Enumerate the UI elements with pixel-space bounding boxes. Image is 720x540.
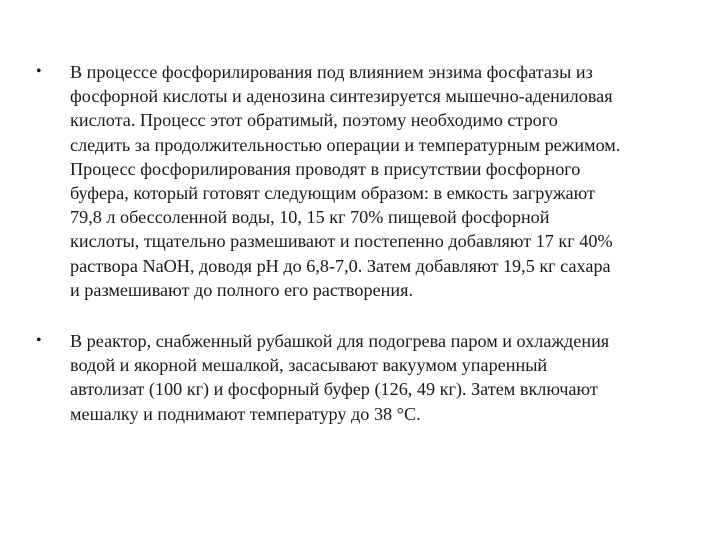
paragraph-phosphorylation	[36, 60, 686, 302]
text-line: следить за продолжительностью операции и температурным режимом.	[70, 134, 621, 155]
text-line: В процессе фосфорилирования под влиянием энзима фосфатазы из	[70, 62, 593, 82]
text-line: буфера, который готовят следующим образом: в емкость загружают	[70, 183, 595, 204]
text-line: кислоты, тщательно размешивают и постепенно добавляют 17 кг 40%	[70, 231, 613, 252]
bullet-marker: •	[36, 63, 42, 80]
text-line: водой и якорной мешалкой, засасывают вакуумом упаренный	[70, 355, 548, 376]
text-line: раствора NaOH, доводя pH до 6,8-7,0. Затем добавляют 19,5 кг сахара	[70, 255, 611, 276]
text-line: фосфорной кислоты и аденозина синтезируется мышечно-адениловая	[70, 86, 613, 107]
text-line: Процесс фосфорилирования проводят в присутствии фосфорного	[70, 158, 581, 179]
bullet-list	[36, 60, 686, 426]
text-line: и размешивают до полного его растворения.	[70, 279, 413, 300]
text-line: 79,8 л обессоленной воды, 10, 15 кг 70% пищевой фосфорной	[70, 207, 550, 228]
text-line: В реактор, снабженный рубашкой для подогрева паром и охлаждения	[70, 331, 610, 352]
paragraph-reactor	[36, 329, 686, 426]
bullet-marker: •	[36, 332, 42, 350]
text-line: автолизат (100 кг) и фосфорный буфер (126, 49 кг). Затем включают	[70, 379, 598, 400]
text-line: кислота. Процесс этот обратимый, поэтому необходимо строго	[70, 110, 558, 131]
text-line: мешалку и поднимают температуру до 38 °С.	[70, 403, 421, 424]
